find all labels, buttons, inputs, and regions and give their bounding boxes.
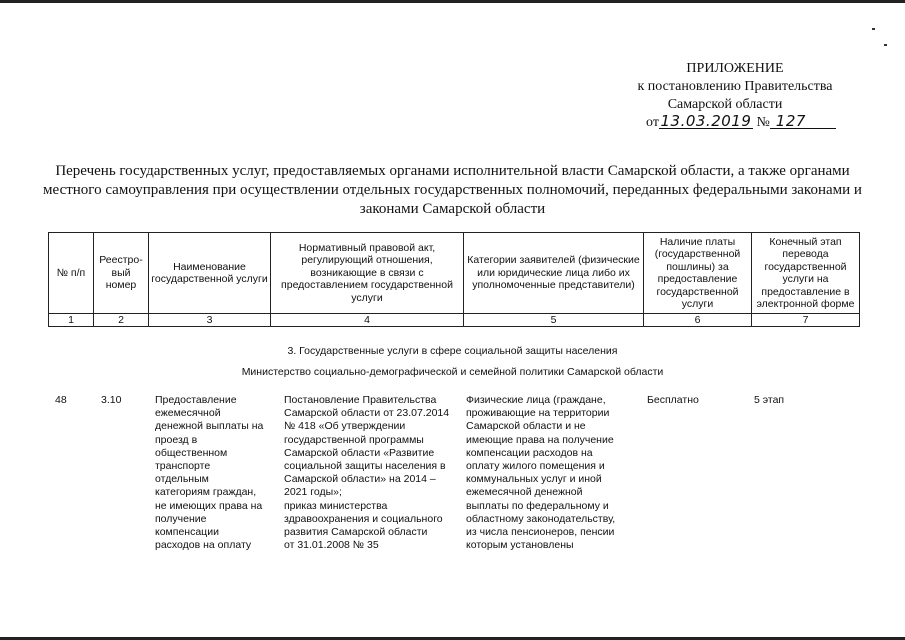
service-name-line: отдельным <box>155 473 209 486</box>
number-prefix: № <box>756 115 770 130</box>
scan-edge-top <box>0 0 905 3</box>
header-legal-act: Нормативный правовой акт, регулирующий отношения, возникающие в связи с предоставлением государственной услуги <box>271 233 464 314</box>
service-name-line: транспорте <box>155 460 211 473</box>
service-name-line: получение <box>155 512 207 525</box>
services-table <box>48 232 860 327</box>
column-number: 7 <box>752 314 860 327</box>
service-name-line: проезд в <box>155 433 198 446</box>
number-value: 127 <box>770 114 836 129</box>
row-number: 48 <box>55 394 67 406</box>
legal-act-line: приказ министерства <box>284 499 388 512</box>
applicants-line: выплаты по федеральному и <box>466 499 609 512</box>
applicants-line: Физические лица (граждане, <box>466 394 606 406</box>
header-applicants: Категории заявителей (физические или юридические лица либо их уполномоченные представители) <box>464 233 644 314</box>
legal-act-line: 2021 годы»; <box>284 486 342 499</box>
applicants-line: ежемесячной денежной <box>466 486 583 499</box>
legal-act-line: от 31.01.2008 № 35 <box>284 539 379 552</box>
legal-act-line: № 418 «Об утверждении <box>284 420 406 433</box>
legal-act-line: Самарской области» на 2014 – <box>284 473 436 486</box>
applicants-line: областному законодательству, <box>466 512 616 525</box>
legal-act-line: Самарской области «Развитие <box>284 446 435 459</box>
column-number: 1 <box>49 314 94 327</box>
scan-speck <box>884 44 887 46</box>
row-legal-act <box>284 394 460 552</box>
column-number: 6 <box>644 314 752 327</box>
applicants-line: Самарской области и не <box>466 420 586 433</box>
legal-act-line: Самарской области от 23.07.2014 <box>284 407 450 420</box>
legal-act-line: Постановление Правительства <box>284 394 437 406</box>
table-header-row <box>49 233 860 314</box>
service-name-line: категориям граждан, <box>155 486 257 499</box>
applicants-line: имеющие права на получение <box>466 433 614 446</box>
column-number: 3 <box>149 314 271 327</box>
ministry-title: Министерство социально-демографической и семейной политики Самарской области <box>241 366 664 378</box>
service-name-line: компенсации <box>155 526 219 539</box>
column-number: 2 <box>94 314 149 327</box>
column-number: 4 <box>271 314 464 327</box>
appendix-title: ПРИЛОЖЕНИЕ <box>686 61 784 76</box>
column-number-row <box>49 314 860 327</box>
row-service-name <box>155 394 277 552</box>
applicants-line: коммунальных услуг и иной <box>466 473 602 486</box>
row-applicants <box>466 394 638 552</box>
legal-act-line: развития Самарской области <box>284 526 428 539</box>
service-name-line: расходов на оплату <box>155 539 252 552</box>
date-value: 13.03.2019 <box>660 112 752 130</box>
row-registry-number: 3.10 <box>101 394 122 406</box>
document-title: Перечень государственных услуг, предоставляемых органами исполнительной власти Самарской области, а также органами местного самоуправления при осуществлении отдельных государственных полномочий, переданных федеральными законами и законами Самарской области <box>43 163 862 217</box>
row-final-stage: 5 этап <box>754 394 785 406</box>
header-registry: Реестро-вый номер <box>94 233 149 314</box>
applicants-line: из числа пенсионеров, пенсии <box>466 526 615 539</box>
appendix-line-3: Самарской области <box>667 97 783 112</box>
column-number: 5 <box>464 314 644 327</box>
section-title: 3. Государственные услуги в сфере социальной защиты населения <box>287 345 618 357</box>
applicants-line: которым установлены <box>466 539 574 552</box>
appendix-line-2: к постановлению Правительства <box>637 79 833 94</box>
date-prefix: от <box>646 115 659 130</box>
header-payment: Наличие платы (государственной пошлины) за предоставление государственной услуги <box>644 233 752 314</box>
legal-act-line: государственной программы <box>284 433 424 446</box>
header-service-name: Наименование государственной услуги <box>149 233 271 314</box>
header-number: № п/п <box>49 233 94 314</box>
applicants-line: компенсации расходов на <box>466 446 593 459</box>
legal-act-line: социальной защиты населения в <box>284 460 446 473</box>
service-name-line: Предоставление <box>155 394 237 406</box>
appendix-date-line <box>560 114 890 132</box>
legal-act-line: здравоохранения и социального <box>284 512 443 525</box>
appendix-block <box>560 60 890 132</box>
service-name-line: ежемесячной <box>155 407 221 420</box>
header-final-stage: Конечный этап перевода государственной услуги на предоставление в электронной форме <box>752 233 860 314</box>
service-name-line: денежной выплаты на <box>155 420 264 433</box>
row-payment: Бесплатно <box>647 394 699 406</box>
scan-speck <box>872 28 875 30</box>
applicants-line: проживающие на территории <box>466 407 610 420</box>
applicants-line: оплату жилого помещения и <box>466 460 605 473</box>
service-name-line: общественном <box>155 446 228 459</box>
service-name-line: не имеющих права на <box>155 499 263 512</box>
